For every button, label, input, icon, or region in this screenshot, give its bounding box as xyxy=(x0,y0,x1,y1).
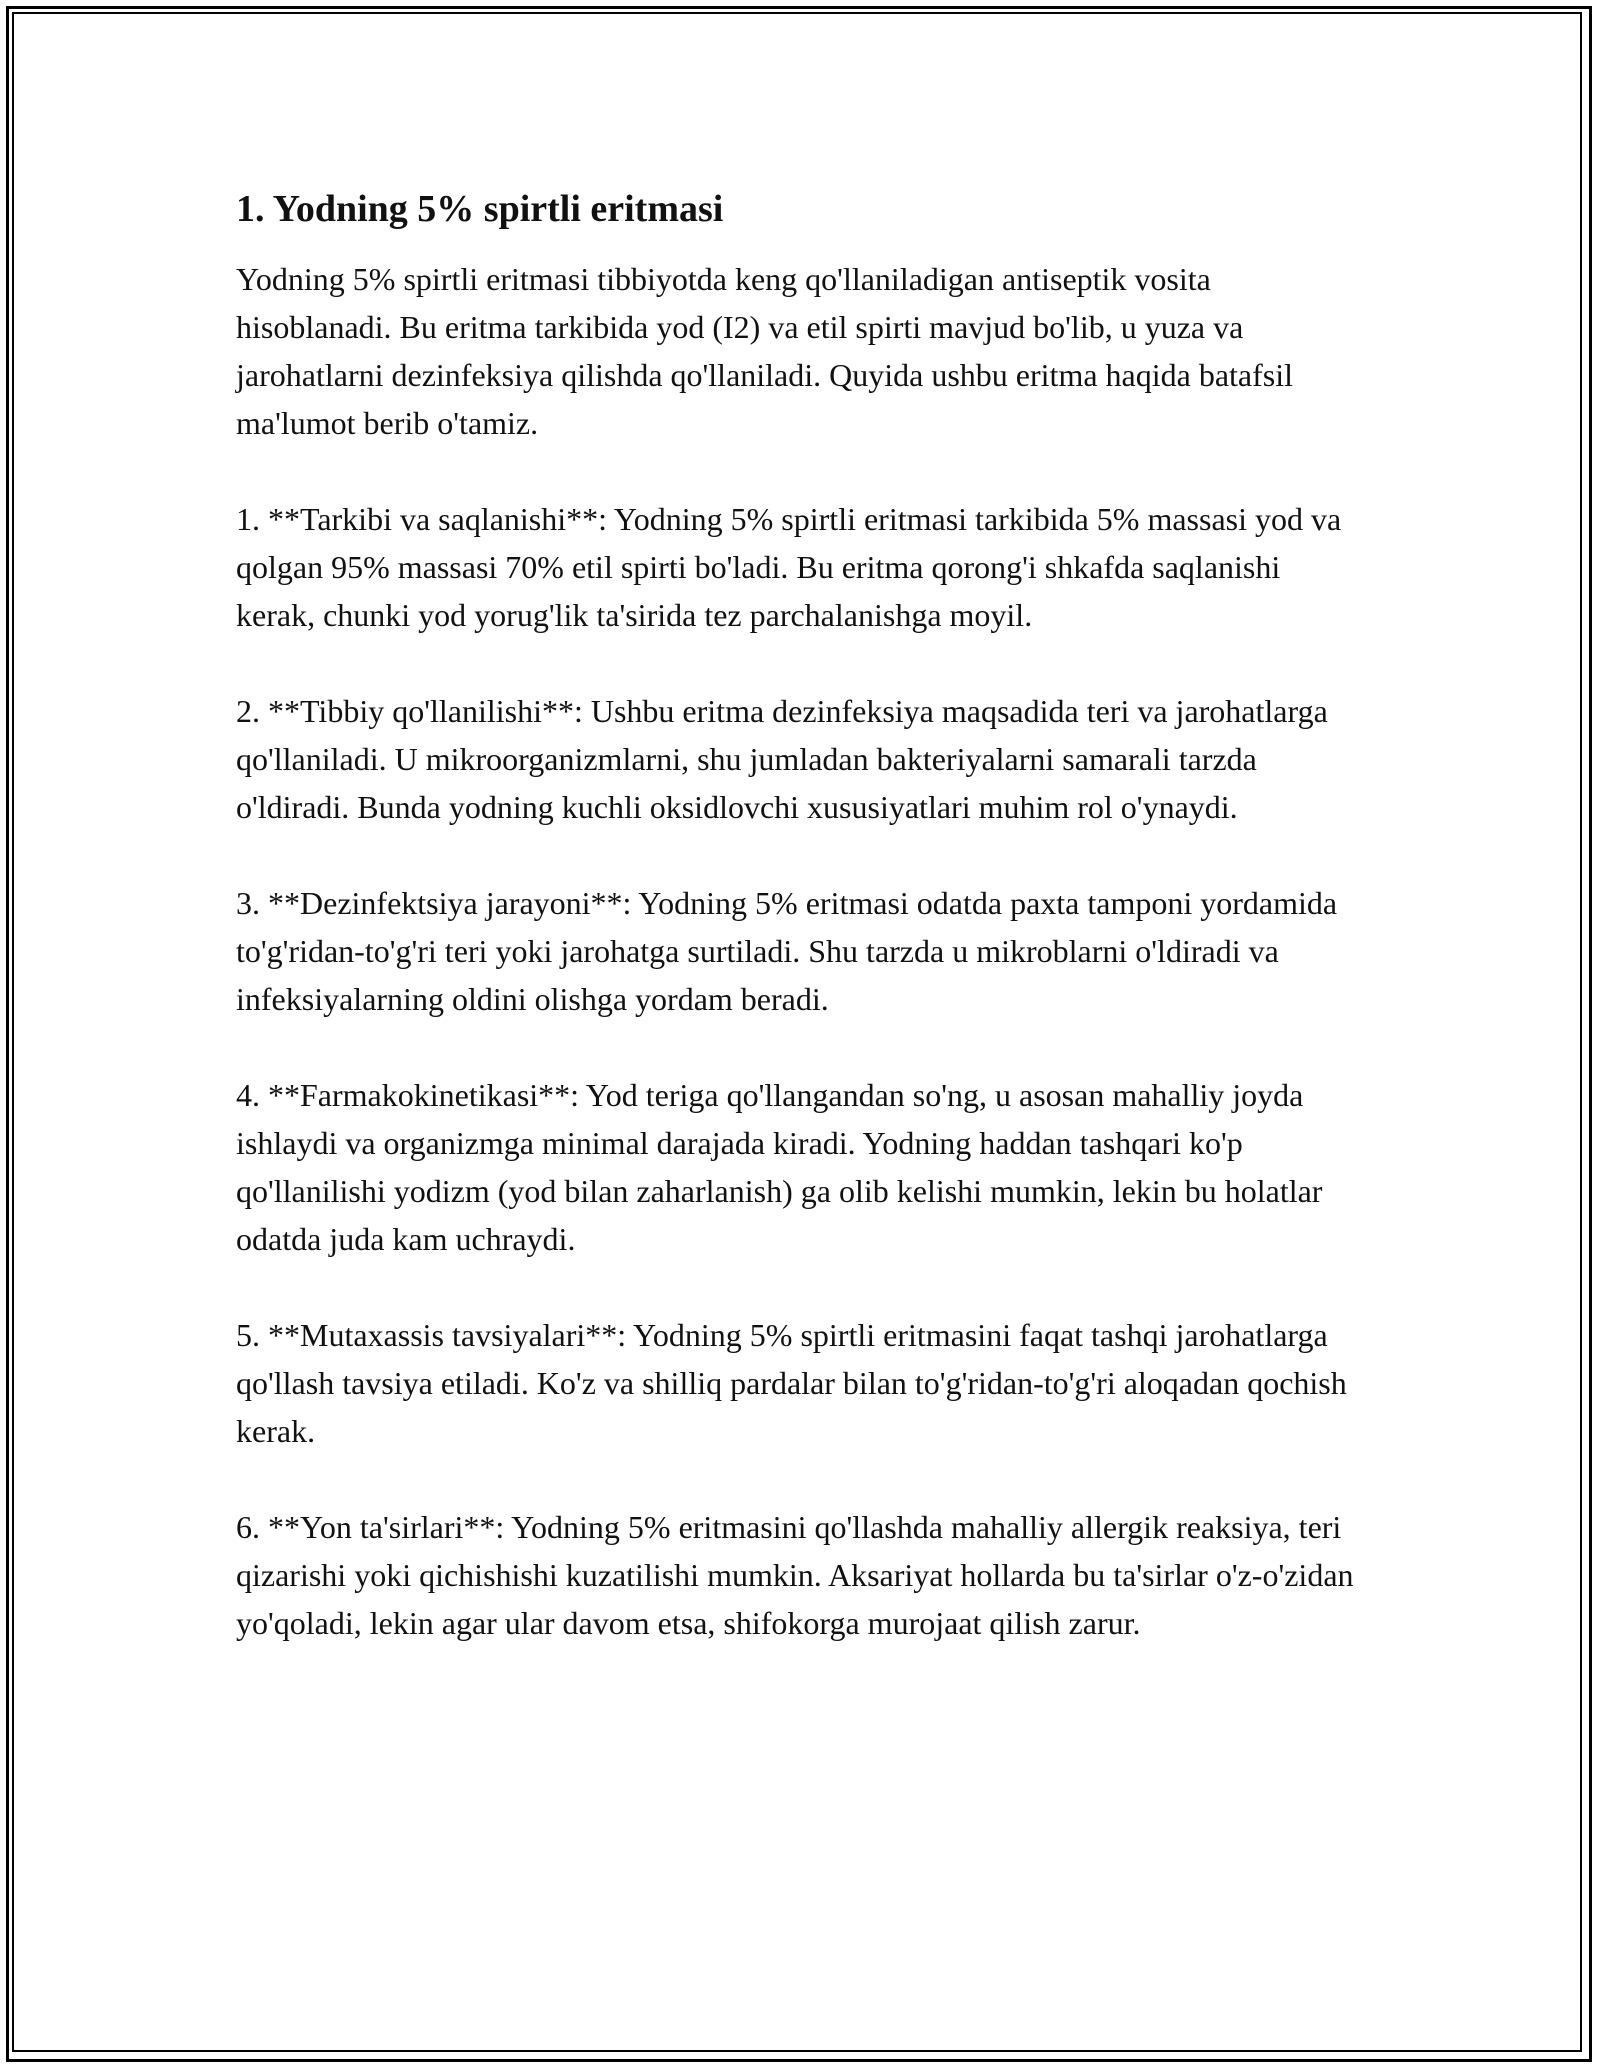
section-pharmacokinetics: 4. **Farmakokinetikasi**: Yod teriga qo'llangandan so'ng, u asosan mahalliy joyda ishlaydi va organizmga minimal darajada kiradi. Yodning haddan tashqari ko'p qo'llanilishi yodizm (yod bilan zaharlanish) ga olib kelishi mumkin, lekin bu holatlar odatda juda kam uchraydi. xyxy=(236,1077,1323,1257)
document-body xyxy=(236,185,1366,1695)
section-composition-storage: 1. **Tarkibi va saqlanishi**: Yodning 5% spirtli eritmasi tarkibida 5% massasi yod va qolgan 95% massasi 70% etil spirti bo'ladi. Bu eritma qorong'i shkafda saqlanishi kerak, chunki yod yorug'lik ta'sirida tez parchalanishga moyil. xyxy=(236,501,1342,633)
section-expert-recommendations: 5. **Mutaxassis tavsiyalari**: Yodning 5% spirtli eritmasini faqat tashqi jarohatlarga qo'llash tavsiya etiladi. Ko'z va shilliq pardalar bilan to'g'ridan-to'g'ri aloqadan qochish kerak. xyxy=(236,1317,1347,1449)
section-disinfection-process: 3. **Dezinfektsiya jarayoni**: Yodning 5% eritmasi odatda paxta tamponi yordamida to'g'ridan-to'g'ri teri yoki jarohatga surtiladi. Shu tarzda u mikroblarni o'ldiradi va infeksiyalarning oldini olishga yordam beradi. xyxy=(236,885,1338,1017)
document-title: 1. Yodning 5% spirtli eritmasi xyxy=(236,188,724,230)
section-medical-use: 2. **Tibbiy qo'llanilishi**: Ushbu eritma dezinfeksiya maqsadida teri va jarohatlarga qo'llaniladi. U mikroorganizmlarni, shu jumladan bakteriyalarni samarali tarzda o'ldiradi. Bunda yodning kuchli oksidlovchi xususiyatlari muhim rol o'ynaydi. xyxy=(236,693,1328,825)
intro-paragraph: Yodning 5% spirtli eritmasi tibbiyotda keng qo'llaniladigan antiseptik vosita hisoblanadi. Bu eritma tarkibida yod (I2) va etil spirti mavjud bo'lib, u yuza va jarohatlarni dezinfeksiya qilishda qo'llaniladi. Quyida ushbu eritma haqida batafsil ma'lumot berib o'tamiz. xyxy=(236,261,1294,441)
section-side-effects: 6. **Yon ta'sirlari**: Yodning 5% eritmasini qo'llashda mahalliy allergik reaksiya, teri qizarishi yoki qichishishi kuzatilishi mumkin. Aksariyat hollarda bu ta'sirlar o'z-o'zidan yo'qoladi, lekin agar ular davom etsa, shifokorga murojaat qilish zarur. xyxy=(236,1509,1354,1641)
